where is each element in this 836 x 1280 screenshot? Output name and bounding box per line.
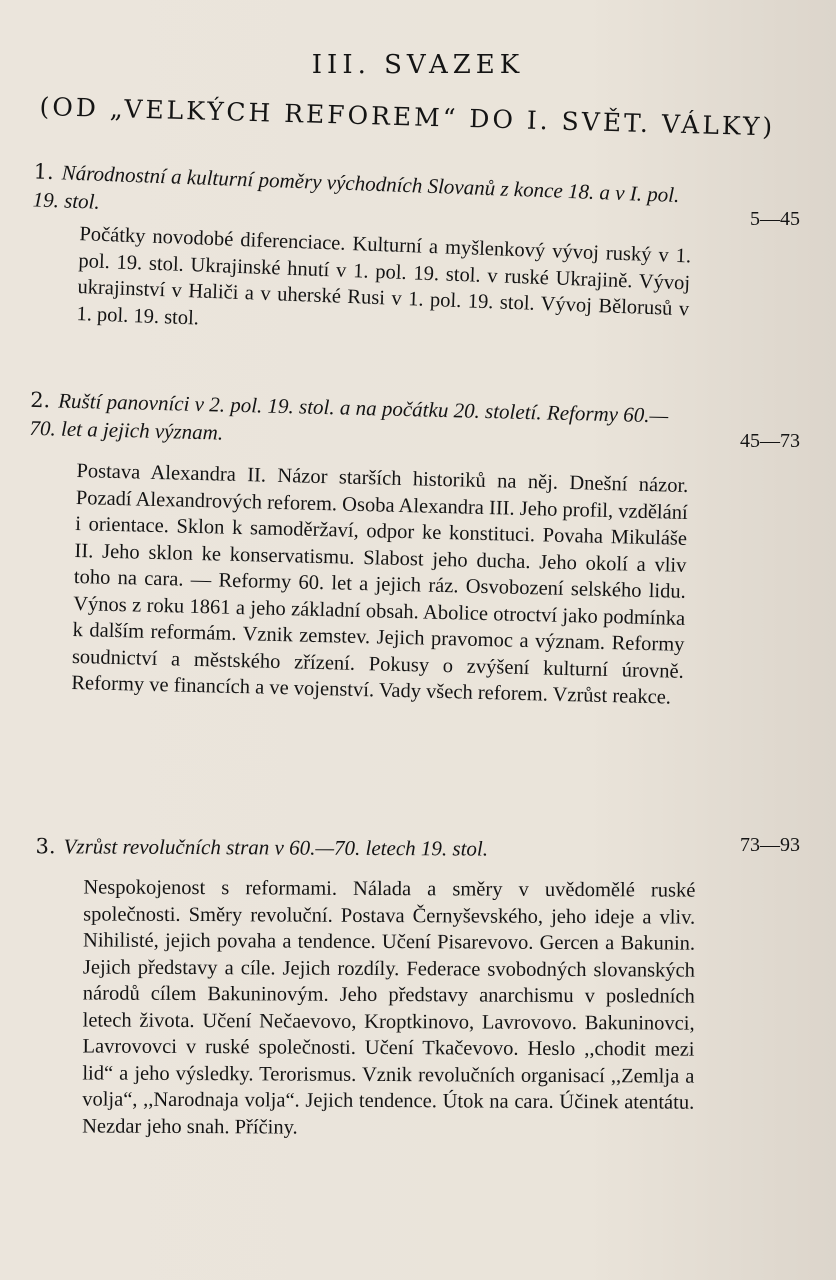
chapter-summary: Postava Alexandra II. Názor starších historiků na něj. Dnešní názor. Pozadí Alexandrových reforem. Osoba Alexandra III. Jeho profil, vzdělání i orientace. Sklon k samoděržaví, odpor ke konstituci. Povaha Mikuláše II. Jeho sklon ke konservatismu. Slabost jeho ducha. Jeho okolí a vliv toho na cara. — Reformy 60. let a jejich ráz. Osvobození selského lidu. Výnos z roku 1861 a jeho základní obsah. Abolice otroctví jako podmínka k dalším reformám. Vznik zemstev. Jejich pravomoc a význam. Reformy soudnictví a městského zřízení. Pokusy o zvýšení kulturní úrovně. Reformy ve financích a ve vojenství. Vady všech reforem. Vzrůst reakce.: [71, 460, 689, 709]
volume-subtitle: (OD „VELKÝCH REFOREM“ DO I. SVĚT. VÁLKY): [39, 92, 776, 142]
chapter-title: Národnostní a kulturní poměry východních Slovanů z konce 18. a v I. pol. 19. stol.: [32, 160, 680, 214]
chapter-heading: [29, 386, 690, 458]
chapter-page-range: 5—45: [750, 208, 800, 230]
chapter-number: 2.: [29, 387, 51, 413]
chapter-title: Vzrůst revolučních stran v 60.—70. letech 19. stol.: [63, 834, 489, 861]
chapter-summary: Počátky novodobé diferenciace. Kulturní a myšlenkový vývoj ruský v 1. pol. 19. stol. Ukrajinské hnutí v 1. pol. 19. stol. v ruské Ukrajině. Vývoj ukrajinství v Haliči a v uherské Rusi v 1. pol. 19. stol. Vývoj Bělorusů v 1. pol. 19. stol.: [76, 223, 692, 329]
chapter-page-range: 45—73: [740, 430, 800, 452]
chapter-page-range: 73—93: [740, 834, 800, 856]
chapter-title: Ruští panovníci v 2. pol. 19. stol. a na počátku 20. století. Reformy 60.—70. let a jejich význam.: [29, 388, 669, 445]
chapter-heading: [35, 832, 695, 863]
volume-title: III. SVAZEK: [311, 50, 525, 80]
chapter-number: 1.: [33, 159, 55, 185]
chapter-number: 3.: [35, 834, 56, 859]
chapter-summary: Nespokojenost s reformami. Nálada a směry v uvědomělé ruské společnosti. Směry revoluční. Postava Černyševského, jeho ideje a vliv. Nihilisté, jejich povaha a tendence. Učení Pisarevovo. Gercen a Bakunin. Jejich představy a cíle. Jejich rozdíly. Federace svobodných slovanských národů cílem Bakuninovým. Jeho představy anarchismu v posledních letech života. Učení Nečaevovo, Kroptkinovo, Lavrovovo. Bakuninovci, Lavrovovci v ruské společnosti. Učení Tkačevovo. Heslo ,,chodit mezi lid“ a jeho výsledky. Terorismus. Vznik revolučních organisací ,,Zemlja a volja“, ,,Narodnaja volja“. Jejich tendence. Útok na cara. Účinek atentátu. Nezdar jeho snah. Příčiny.: [82, 876, 696, 1139]
